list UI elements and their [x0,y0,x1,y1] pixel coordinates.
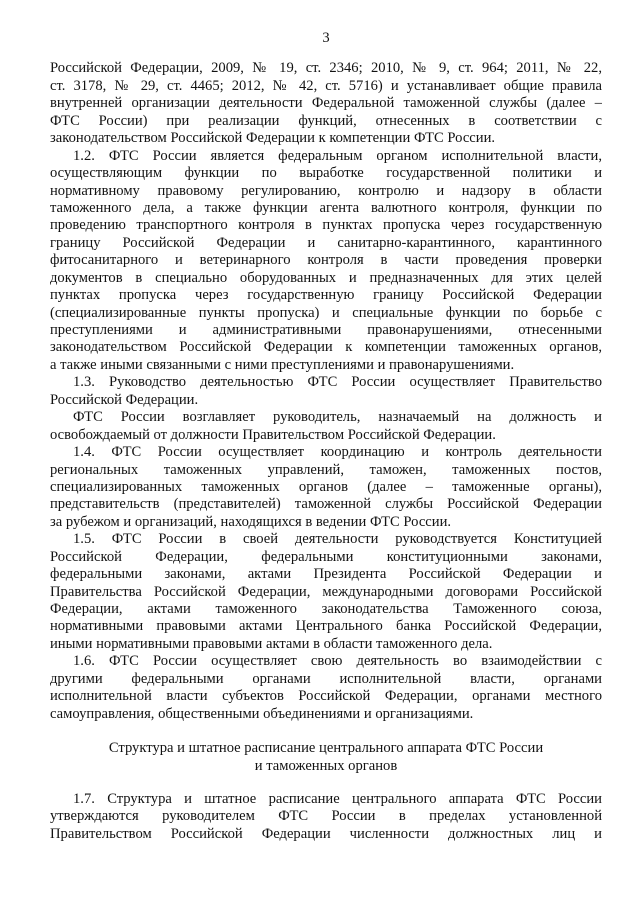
text-line: а также иными связанными с ними преступлениями и правонарушениями. [50,356,515,373]
paragraph [50,531,602,653]
text-line: нормативными правовыми актами Центрального банка Российской Федерации, [50,618,602,635]
paragraph [50,409,602,444]
text-line: фитосанитарного и ветеринарного контроля в части проведения проверки [50,252,602,269]
text-line: исполнительной власти субъектов Российской Федерации, органами местного [50,688,602,705]
text-line: Правительством Российской Федерации численности должностных лиц и [50,825,602,842]
text-line: региональных таможенных управлений, таможен, таможенных постов, [50,461,602,478]
text-line: 1.6. ФТС России осуществляет свою деятельность во взаимодействии с [73,653,602,670]
text-line: представительств (представителей) таможенной службы Российской Федерации [50,496,602,513]
text-line: законодательством Российской Федерации к компетенции ФТС России. [50,130,496,147]
heading-line: и таможенных органов [254,757,398,774]
text-line: специализированных таможенных органов (далее – таможенные органы), [50,478,602,495]
text-line: ФТС России возглавляет руководитель, назначаемый на должность и [73,409,602,426]
text-line: Российской Федерации. [50,391,199,408]
page-content [50,30,602,843]
text-line: Федерации, актами таможенного законодательства Таможенного союза, [50,601,602,618]
text-line: федеральными законами, актами Президента Российской Федерации и [50,566,602,583]
paragraph [50,60,602,147]
paragraph [50,444,602,531]
text-line: осуществляющим функции по выработке государственной политики и [50,165,602,182]
text-line: законодательством Российской Федерации к компетенции таможенных органов, [50,339,602,356]
text-line: иными нормативными правовыми актами в области таможенного дела. [50,635,493,652]
text-line: Российской Федерации, 2009, № 19, ст. 2346; 2010, № 9, ст. 964; 2011, № 22, [50,60,602,77]
paragraph [50,791,602,843]
section-heading [50,740,602,775]
text-line: 1.4. ФТС России осуществляет координацию и контроль деятельности [73,444,602,461]
text-line: нормативному правовому регулированию, контролю и надзору в области [50,182,602,199]
text-line: освобождаемый от должности Правительством Российской Федерации. [50,426,496,443]
heading-line: Структура и штатное расписание центрального аппарата ФТС России [108,740,544,757]
text-line: Российской Федерации, федеральными конституционными законами, [50,548,602,565]
document-body [50,60,602,843]
text-line: 1.7. Структура и штатное расписание центрального аппарата ФТС России [73,790,602,807]
paragraph [50,374,602,409]
text-line: другими федеральными органами исполнительной власти, органами [50,670,602,687]
text-line: ФТС России) при реализации функций, отнесенных в соответствии с [50,112,602,129]
text-line: преступлениями и административными правонарушениями, отнесенными [50,322,602,339]
text-line: таможенного дела, а также функции агента валютного контроля, функции по [50,199,602,216]
text-line: документов в специально оборудованных и предназначенных для этих целей [50,269,602,286]
text-line: 1.3. Руководство деятельностью ФТС России осуществляет Правительство [73,374,602,391]
text-line: проведению транспортного контроля в пунктах пропуска через государственную [50,217,602,234]
text-line: 1.2. ФТС России является федеральным органом исполнительной власти, [73,147,602,164]
text-line: 1.5. ФТС России в своей деятельности руководствуется Конституцией [73,531,602,548]
text-line: ст. 3178, № 29, ст. 4465; 2012, № 42, ст. 5716) и устанавливает общие правила [50,77,602,94]
text-line: (специализированные пункты пропуска) и специальные функции по борьбе с [50,304,602,321]
page-number: 3 [322,30,330,46]
text-line: самоуправления, общественными объединениями и организациями. [50,705,474,722]
text-line: Правительства Российской Федерации, международными договорами Российской [50,583,602,600]
text-line: утверждаются руководителем ФТС России в пределах установленной [50,808,602,825]
text-line: пунктах пропуска через государственную границу Российской Федерации [50,287,602,304]
paragraph [50,653,602,723]
text-line: внутренней организации деятельности Федеральной таможенной службы (далее – [50,95,602,112]
paragraph [50,148,602,375]
text-line: границу Российской Федерации и санитарно-карантинного, карантинного [50,234,602,251]
text-line: за рубежом и организаций, находящихся в ведении ФТС России. [50,513,452,530]
